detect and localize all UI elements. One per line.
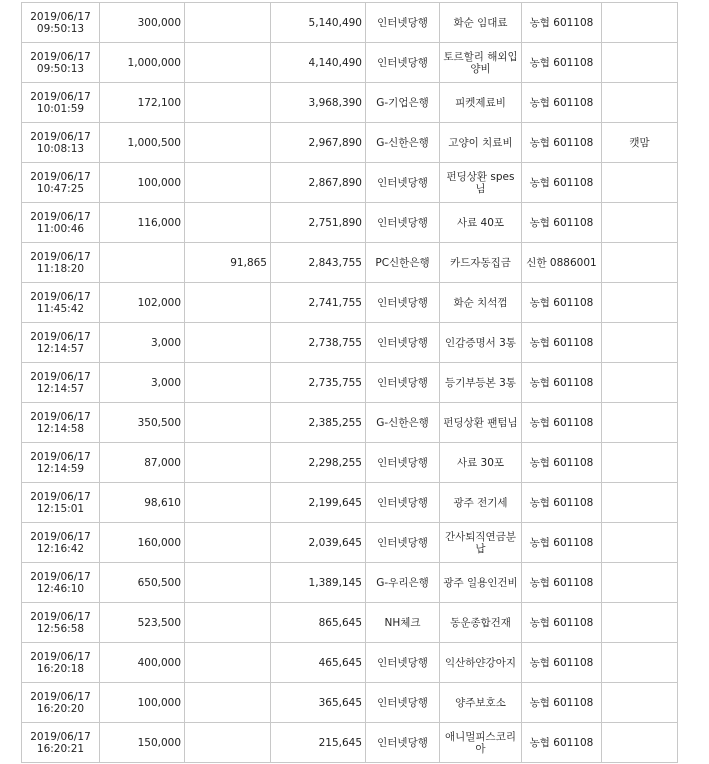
date-text: 2019/06/17 (30, 690, 91, 703)
table-row (22, 163, 678, 203)
time-text: 12:14:58 (36, 422, 85, 435)
memo-cell: 사료 30포 (440, 443, 522, 483)
table-row (22, 283, 678, 323)
note-cell (602, 323, 678, 363)
memo-cell: 피켓제료비 (440, 83, 522, 123)
date-text: 2019/06/17 (30, 330, 91, 343)
deposit-cell (185, 643, 271, 683)
memo-cell: 양주보호소 (440, 683, 522, 723)
withdraw-cell: 100,000 (100, 683, 185, 723)
table-row (22, 443, 678, 483)
withdraw-cell: 350,500 (100, 403, 185, 443)
table-row (22, 243, 678, 283)
deposit-cell (185, 563, 271, 603)
balance-cell: 2,843,755 (271, 243, 366, 283)
deposit-cell (185, 443, 271, 483)
memo-cell: 등기부등본 3통 (440, 363, 522, 403)
table-row (22, 203, 678, 243)
date-text: 2019/06/17 (30, 50, 91, 63)
withdraw-cell: 1,000,000 (100, 43, 185, 83)
note-cell (602, 443, 678, 483)
deposit-cell (185, 363, 271, 403)
table-row (22, 323, 678, 363)
withdraw-cell (100, 243, 185, 283)
account-cell: 농협 601108 (522, 123, 602, 163)
datetime-cell (22, 723, 100, 763)
balance-cell: 365,645 (271, 683, 366, 723)
withdraw-cell: 650,500 (100, 563, 185, 603)
datetime-cell (22, 683, 100, 723)
account-cell: 농협 601108 (522, 323, 602, 363)
account-cell: 농협 601108 (522, 83, 602, 123)
method-cell: 인터넷당행 (366, 203, 440, 243)
date-text: 2019/06/17 (30, 290, 91, 303)
date-text: 2019/06/17 (30, 410, 91, 423)
table-row (22, 3, 678, 43)
balance-cell: 2,967,890 (271, 123, 366, 163)
time-text: 10:08:13 (36, 142, 85, 155)
date-text: 2019/06/17 (30, 130, 91, 143)
method-cell: 인터넷당행 (366, 723, 440, 763)
method-cell: 인터넷당행 (366, 3, 440, 43)
note-cell (602, 563, 678, 603)
table-body (22, 3, 678, 763)
memo-cell: 애니멀피스코리아 (440, 723, 522, 763)
memo-cell: 동운종합건재 (440, 603, 522, 643)
withdraw-cell: 98,610 (100, 483, 185, 523)
datetime-cell (22, 363, 100, 403)
method-cell: 인터넷당행 (366, 643, 440, 683)
method-cell: 인터넷당행 (366, 483, 440, 523)
account-cell: 농협 601108 (522, 483, 602, 523)
time-text: 11:00:46 (36, 222, 85, 235)
deposit-cell (185, 603, 271, 643)
time-text: 16:20:18 (36, 662, 85, 675)
balance-cell: 2,751,890 (271, 203, 366, 243)
datetime-cell (22, 483, 100, 523)
account-cell: 농협 601108 (522, 683, 602, 723)
datetime-cell (22, 163, 100, 203)
table-row (22, 123, 678, 163)
method-cell: 인터넷당행 (366, 283, 440, 323)
table-row (22, 43, 678, 83)
date-text: 2019/06/17 (30, 490, 91, 503)
method-cell: G-우리은행 (366, 563, 440, 603)
note-cell (602, 723, 678, 763)
date-text: 2019/06/17 (30, 210, 91, 223)
time-text: 16:20:21 (36, 742, 85, 755)
datetime-cell (22, 643, 100, 683)
method-cell: 인터넷당행 (366, 323, 440, 363)
memo-cell: 펀딩상환 팬텀님 (440, 403, 522, 443)
balance-cell: 2,867,890 (271, 163, 366, 203)
withdraw-cell: 3,000 (100, 323, 185, 363)
memo-cell: 익산하얀강아지 (440, 643, 522, 683)
withdraw-cell: 116,000 (100, 203, 185, 243)
date-text: 2019/06/17 (30, 650, 91, 663)
withdraw-cell: 160,000 (100, 523, 185, 563)
date-text: 2019/06/17 (30, 90, 91, 103)
note-cell (602, 83, 678, 123)
withdraw-cell: 172,100 (100, 83, 185, 123)
date-text: 2019/06/17 (30, 730, 91, 743)
withdraw-cell: 3,000 (100, 363, 185, 403)
time-text: 09:50:13 (36, 22, 85, 35)
table-row (22, 603, 678, 643)
memo-cell: 고양이 치료비 (440, 123, 522, 163)
balance-cell: 2,735,755 (271, 363, 366, 403)
time-text: 12:15:01 (36, 502, 85, 515)
note-cell (602, 203, 678, 243)
balance-cell: 465,645 (271, 643, 366, 683)
memo-cell: 토르할리 해외입양비 (440, 43, 522, 83)
balance-cell: 2,298,255 (271, 443, 366, 483)
datetime-cell (22, 443, 100, 483)
time-text: 12:16:42 (36, 542, 85, 555)
date-text: 2019/06/17 (30, 170, 91, 183)
time-text: 12:46:10 (36, 582, 85, 595)
balance-cell: 5,140,490 (271, 3, 366, 43)
table-row (22, 483, 678, 523)
datetime-cell (22, 323, 100, 363)
method-cell: 인터넷당행 (366, 523, 440, 563)
account-cell: 농협 601108 (522, 363, 602, 403)
balance-cell: 4,140,490 (271, 43, 366, 83)
balance-cell: 865,645 (271, 603, 366, 643)
date-text: 2019/06/17 (30, 610, 91, 623)
withdraw-cell: 523,500 (100, 603, 185, 643)
withdraw-cell: 400,000 (100, 643, 185, 683)
table-row (22, 683, 678, 723)
date-text: 2019/06/17 (30, 530, 91, 543)
date-text: 2019/06/17 (30, 570, 91, 583)
account-cell: 농협 601108 (522, 723, 602, 763)
datetime-cell (22, 43, 100, 83)
deposit-cell (185, 3, 271, 43)
datetime-cell (22, 603, 100, 643)
note-cell (602, 403, 678, 443)
account-cell: 농협 601108 (522, 563, 602, 603)
method-cell: G-신한은행 (366, 123, 440, 163)
time-text: 16:20:20 (36, 702, 85, 715)
method-cell: NH체크 (366, 603, 440, 643)
balance-cell: 2,199,645 (271, 483, 366, 523)
withdraw-cell: 100,000 (100, 163, 185, 203)
account-cell: 신한 0886001 (522, 243, 602, 283)
balance-cell: 2,385,255 (271, 403, 366, 443)
date-text: 2019/06/17 (30, 450, 91, 463)
balance-cell: 3,968,390 (271, 83, 366, 123)
withdraw-cell: 150,000 (100, 723, 185, 763)
datetime-cell (22, 283, 100, 323)
withdraw-cell: 300,000 (100, 3, 185, 43)
deposit-cell: 91,865 (185, 243, 271, 283)
deposit-cell (185, 123, 271, 163)
datetime-cell (22, 123, 100, 163)
note-cell (602, 283, 678, 323)
method-cell: PC신한은행 (366, 243, 440, 283)
time-text: 12:14:57 (36, 342, 85, 355)
datetime-cell (22, 243, 100, 283)
time-text: 09:50:13 (36, 62, 85, 75)
note-cell (602, 483, 678, 523)
memo-cell: 카드자동집금 (440, 243, 522, 283)
datetime-cell (22, 523, 100, 563)
method-cell: 인터넷당행 (366, 363, 440, 403)
balance-cell: 1,389,145 (271, 563, 366, 603)
note-cell: 캣맘 (602, 123, 678, 163)
table-row (22, 363, 678, 403)
deposit-cell (185, 683, 271, 723)
balance-cell: 2,738,755 (271, 323, 366, 363)
datetime-cell (22, 83, 100, 123)
note-cell (602, 243, 678, 283)
method-cell: G-신한은행 (366, 403, 440, 443)
table-row (22, 83, 678, 123)
method-cell: 인터넷당행 (366, 443, 440, 483)
deposit-cell (185, 523, 271, 563)
time-text: 11:18:20 (36, 262, 85, 275)
account-cell: 농협 601108 (522, 203, 602, 243)
note-cell (602, 3, 678, 43)
datetime-cell (22, 3, 100, 43)
note-cell (602, 43, 678, 83)
deposit-cell (185, 323, 271, 363)
table-row (22, 563, 678, 603)
datetime-cell (22, 563, 100, 603)
note-cell (602, 523, 678, 563)
deposit-cell (185, 163, 271, 203)
balance-cell: 2,039,645 (271, 523, 366, 563)
method-cell: 인터넷당행 (366, 683, 440, 723)
datetime-cell (22, 403, 100, 443)
deposit-cell (185, 723, 271, 763)
account-cell: 농협 601108 (522, 163, 602, 203)
memo-cell: 인감증명서 3통 (440, 323, 522, 363)
table-row (22, 723, 678, 763)
date-text: 2019/06/17 (30, 10, 91, 23)
method-cell: G-기업은행 (366, 83, 440, 123)
deposit-cell (185, 403, 271, 443)
account-cell: 농협 601108 (522, 403, 602, 443)
deposit-cell (185, 203, 271, 243)
deposit-cell (185, 83, 271, 123)
note-cell (602, 603, 678, 643)
table-row (22, 643, 678, 683)
memo-cell: 펀딩상환 spes님 (440, 163, 522, 203)
note-cell (602, 643, 678, 683)
deposit-cell (185, 483, 271, 523)
withdraw-cell: 1,000,500 (100, 123, 185, 163)
time-text: 10:47:25 (36, 182, 85, 195)
balance-cell: 2,741,755 (271, 283, 366, 323)
account-cell: 농협 601108 (522, 603, 602, 643)
date-text: 2019/06/17 (30, 250, 91, 263)
note-cell (602, 683, 678, 723)
time-text: 10:01:59 (36, 102, 85, 115)
time-text: 11:45:42 (36, 302, 85, 315)
account-cell: 농협 601108 (522, 283, 602, 323)
datetime-cell (22, 203, 100, 243)
memo-cell: 간사퇴직연금분납 (440, 523, 522, 563)
account-cell: 농협 601108 (522, 643, 602, 683)
table-row (22, 523, 678, 563)
date-text: 2019/06/17 (30, 370, 91, 383)
time-text: 12:56:58 (36, 622, 85, 635)
memo-cell: 광주 일용인건비 (440, 563, 522, 603)
account-cell: 농협 601108 (522, 43, 602, 83)
withdraw-cell: 102,000 (100, 283, 185, 323)
time-text: 12:14:57 (36, 382, 85, 395)
transaction-table (21, 2, 678, 763)
deposit-cell (185, 43, 271, 83)
method-cell: 인터넷당행 (366, 163, 440, 203)
method-cell: 인터넷당행 (366, 43, 440, 83)
memo-cell: 화순 치석껌 (440, 283, 522, 323)
memo-cell: 화순 임대료 (440, 3, 522, 43)
time-text: 12:14:59 (36, 462, 85, 475)
account-cell: 농협 601108 (522, 523, 602, 563)
deposit-cell (185, 283, 271, 323)
account-cell: 농협 601108 (522, 3, 602, 43)
account-cell: 농협 601108 (522, 443, 602, 483)
note-cell (602, 163, 678, 203)
note-cell (602, 363, 678, 403)
table-row (22, 403, 678, 443)
memo-cell: 사료 40포 (440, 203, 522, 243)
memo-cell: 광주 전기세 (440, 483, 522, 523)
balance-cell: 215,645 (271, 723, 366, 763)
withdraw-cell: 87,000 (100, 443, 185, 483)
